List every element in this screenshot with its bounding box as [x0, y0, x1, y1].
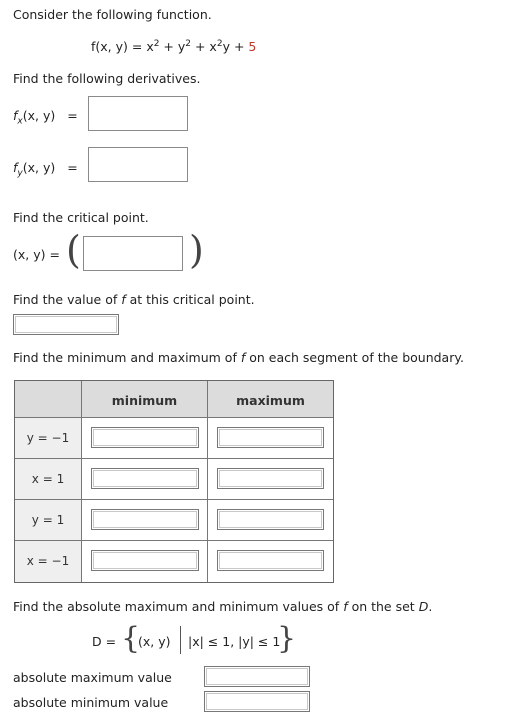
max-input-row4[interactable]: [217, 550, 324, 571]
min-input-row4[interactable]: [91, 550, 199, 571]
equals-sign: =: [67, 160, 78, 175]
row-label-x-1: x = 1: [31, 472, 65, 486]
function-term: + x: [191, 39, 217, 55]
fx-label: [13, 108, 78, 127]
boundary-prompt: [13, 350, 464, 365]
critical-prompt: Find the critical point.: [13, 210, 149, 225]
function-constant: 5: [248, 39, 257, 55]
set-lhs: D =: [92, 634, 117, 649]
min-input-row2[interactable]: [91, 468, 199, 489]
critical-lhs: (x, y) =: [13, 247, 60, 262]
boundary-prompt-pre: Find the minimum and maximum of: [13, 350, 241, 365]
column-header-minimum: minimum: [111, 393, 178, 408]
row-label-y-1: y = 1: [31, 513, 65, 527]
f-symbol: f: [13, 160, 18, 175]
abs-max-label: absolute maximum value: [13, 670, 172, 685]
row-label-y-neg1: y = −1: [26, 431, 70, 445]
abs-min-label: absolute minimum value: [13, 695, 169, 710]
min-input-row1[interactable]: [91, 427, 199, 448]
absolute-prompt-mid: on the set: [347, 599, 419, 614]
exponent: 2: [153, 39, 160, 49]
left-paren: (: [66, 228, 81, 272]
absolute-prompt-pre: Find the absolute maximum and minimum values of: [13, 599, 344, 614]
boundary-table: [14, 380, 334, 583]
exponent: 2: [185, 39, 192, 49]
boundary-prompt-post: on each segment of the boundary.: [245, 350, 464, 365]
abs-max-input[interactable]: [204, 666, 310, 687]
value-prompt-pre: Find the value of: [13, 292, 122, 307]
critical-value-input[interactable]: [13, 314, 119, 335]
f-symbol: f: [13, 108, 18, 123]
set-right-brace: }: [277, 621, 297, 656]
set-bar: [180, 626, 181, 654]
value-prompt-post: at this critical point.: [125, 292, 255, 307]
f-symbol: f: [240, 350, 246, 365]
fy-answer-input[interactable]: [88, 147, 188, 182]
absolute-prompt: [13, 599, 432, 614]
row-label-x-neg1: x = −1: [26, 554, 70, 568]
max-input-row1[interactable]: [217, 427, 324, 448]
right-paren: ): [189, 228, 204, 272]
f-symbol: f: [343, 599, 348, 614]
min-input-row3[interactable]: [91, 509, 199, 530]
function-expression: [91, 39, 256, 54]
set-symbol: D: [418, 599, 429, 614]
fx-answer-input[interactable]: [88, 96, 188, 131]
max-input-row3[interactable]: [217, 509, 324, 530]
critical-point-input[interactable]: [83, 236, 183, 271]
column-header-maximum: maximum: [236, 393, 305, 408]
fy-args: (x, y): [22, 160, 56, 175]
set-element: (x, y): [138, 634, 171, 649]
fx-args: (x, y): [22, 108, 56, 123]
intro-text: Consider the following function.: [13, 7, 212, 22]
fy-label: [13, 160, 78, 179]
fy-subscript: y: [17, 168, 23, 179]
derivatives-prompt: Find the following derivatives.: [13, 71, 201, 86]
value-prompt: [13, 292, 255, 307]
set-condition: |x| ≤ 1, |y| ≤ 1: [188, 634, 281, 649]
function-term: y +: [222, 39, 249, 55]
set-left-brace: {: [121, 621, 141, 656]
function-term: + y: [159, 39, 186, 55]
exponent: 2: [216, 39, 223, 49]
fx-subscript: x: [17, 116, 23, 127]
abs-min-input[interactable]: [204, 691, 310, 712]
absolute-prompt-end: .: [428, 599, 433, 614]
max-input-row2[interactable]: [217, 468, 324, 489]
f-symbol: f: [121, 292, 126, 307]
function-lhs: f(x, y) = x: [91, 39, 154, 55]
equals-sign: =: [67, 108, 78, 123]
